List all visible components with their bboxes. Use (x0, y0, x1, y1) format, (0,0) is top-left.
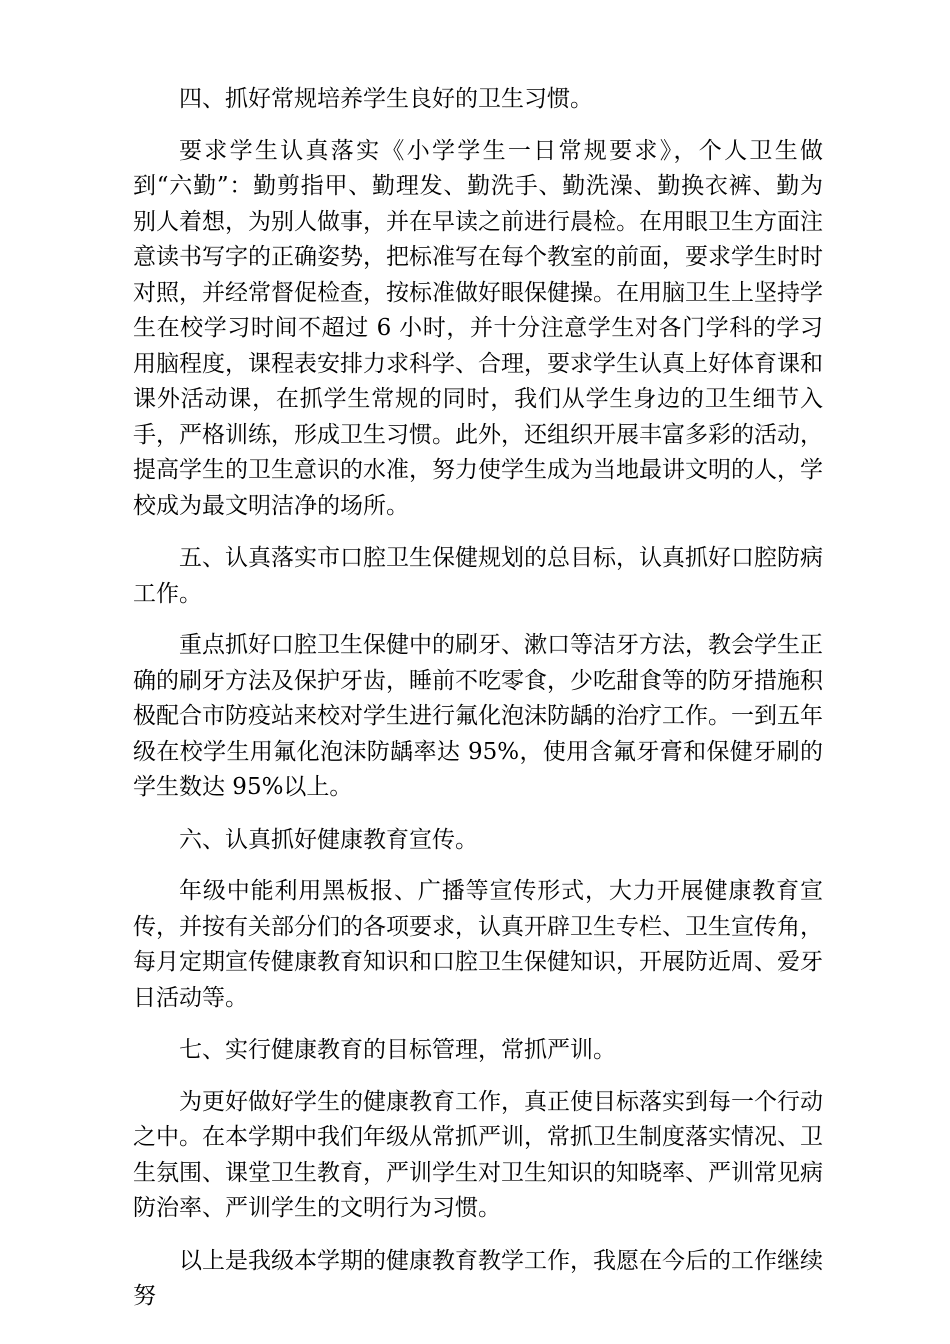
body-paragraph: 要求学生认真落实《小学学生一日常规要求》，个人卫生做到“六勤”：勤剪指甲、勤理发、勤洗手、勤洗澡、勤换衣裤、勤为别人着想，为别人做事，并在早读之前进行晨检。在用眼卫生方面注意读书写字的正确姿势，把标准写在每个教室的前面，要求学生时时对照，并经常督促检查，按标准做好眼保健操。在用脑卫生上坚持学生在校学习时间不超过 6 小时，并十分注意学生对各门学科的学习用脑程度，课程表安排力求科学、合理，要求学生认真上好体育课和课外活动课，在抓学生常规的同时，我们从学生身边的卫生细节入手，严格训练，形成卫生习惯。此外，还组织开展丰富多彩的活动，提高学生的卫生意识的水准，努力使学生成为当地最讲文明的人，学校成为最文明洁净的场所。 (133, 137, 823, 519)
body-paragraph: 以上是我级本学期的健康教育教学工作，我愿在今后的工作继续努 (133, 1247, 823, 1309)
document-body (133, 82, 823, 1332)
body-paragraph: 年级中能利用黑板报、广播等宣传形式，大力开展健康教育宣传，并按有关部分们的各项要求，认真开辟卫生专栏、卫生宣传角，每月定期宣传健康教育知识和口腔卫生保健知识，开展防近周、爱牙日活动等。 (133, 878, 823, 1011)
body-paragraph: 为更好做好学生的健康教育工作，真正使目标落实到每一个行动之中。在本学期中我们年级从常抓严训，常抓卫生制度落实情况、卫生氛围、课堂卫生教育，严训学生对卫生知识的知晓率、严训常见病防治率、严训学生的文明行为习惯。 (133, 1088, 823, 1221)
section-heading: 五、认真落实市口腔卫生保健规划的总目标，认真抓好口腔防病工作。 (133, 545, 823, 607)
section-heading: 六、认真抓好健康教育宣传。 (179, 826, 478, 853)
body-paragraph: 重点抓好口腔卫生保健中的刷牙、漱口等洁牙方法，教会学生正确的刷牙方法及保护牙齿，睡前不吃零食，少吃甜食等的防牙措施积极配合市防疫站来校对学生进行氟化泡沫防龋的治疗工作。一到五年级在校学生用氟化泡沫防龋率达 95%，使用含氟牙膏和保健牙刷的学生数达 95%以上。 (133, 632, 823, 800)
section-heading: 四、抓好常规培养学生良好的卫生习惯。 (179, 86, 593, 112)
section-heading: 七、实行健康教育的目标管理，常抓严训。 (179, 1037, 616, 1063)
